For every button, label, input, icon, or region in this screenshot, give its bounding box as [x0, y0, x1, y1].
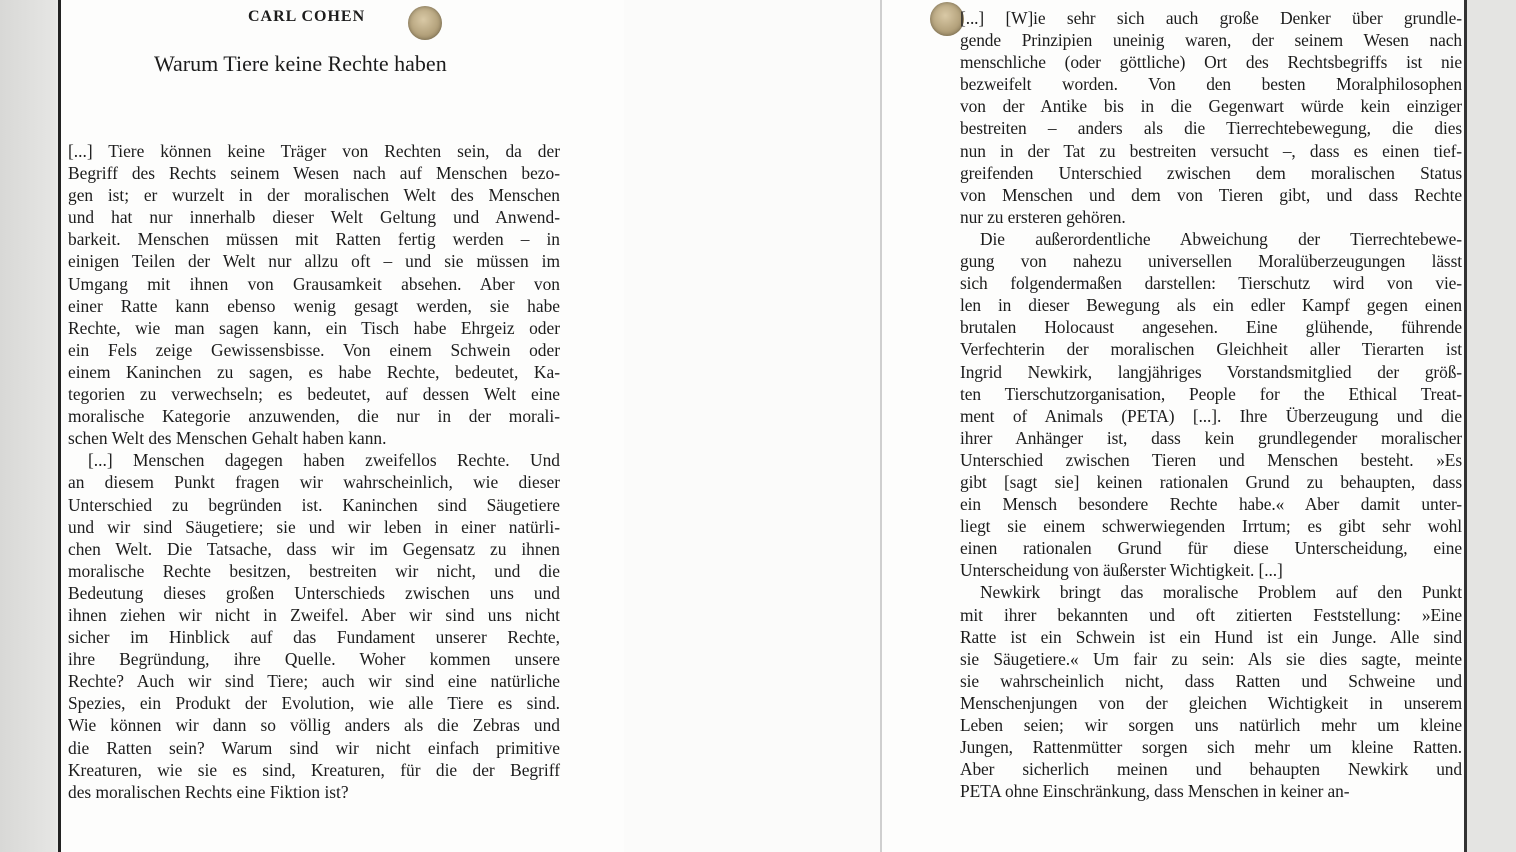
text-line: Ratte ist ein Schwein ist ein Hund ist ein Junge. Alle sind — [960, 626, 1462, 647]
text-line: Unterschied zu begründen ist. Kaninchen sind Säugetiere — [68, 494, 560, 515]
text-line: die Ratten sein? Warum sind wir nicht einfach primitive — [68, 737, 560, 758]
text-line: nun in der Tat zu bestreiten versucht –, dass es einen tief- — [960, 140, 1462, 161]
text-line: Verfechterin der moralischen Gleichheit aller Tierarten ist — [960, 339, 1462, 360]
text-line: Umgang mit ihnen von Grausamkeit absehen. Aber von — [68, 273, 560, 294]
text-line: len in dieser Bewegung als ein edler Kampf gegen einen — [960, 295, 1462, 316]
text-line: moralische Rechte besitzen, bestreiten wir nicht, und die — [68, 560, 560, 581]
text-line: Ingrid Newkirk, langjähriges Vorstandsmitglied der größ- — [960, 361, 1462, 382]
text-line: einigen Teilen der Welt nur allzu oft – und sie müssen im — [68, 251, 560, 272]
text-line: gibt [sagt sie] keinen rationalen Grund zu behaupten, dass — [960, 471, 1462, 492]
paragraph — [960, 581, 1462, 802]
punch-hole-right — [930, 2, 964, 36]
text-line: PETA ohne Einschränkung, dass Menschen in keiner an- — [960, 781, 1350, 802]
text-line: tegorien zu verwechseln; es bedeutet, auf dessen Welt eine — [68, 384, 560, 405]
text-line: Begriff des Rechts seinem Wesen nach auf Menschen bezo- — [68, 163, 560, 184]
author-name: CARL COHEN — [248, 8, 366, 25]
page-gutter — [624, 0, 882, 852]
text-line: Spezies, ein Produkt der Evolution, wie alle Tiere es sind. — [68, 693, 560, 714]
text-line: menschliche (oder göttliche) Ort des Rechtsbegriffs ist nie — [960, 52, 1462, 73]
text-line: Jungen, Rattenmütter sorgen sich mehr um kleine Ratten. — [960, 737, 1462, 758]
page-edge-right — [1466, 0, 1516, 852]
text-line: ein Mensch besondere Rechte habe.« Aber damit unter- — [960, 494, 1462, 515]
text-line: brutalen Holocaust angesehen. Eine glühende, führende — [960, 317, 1462, 338]
text-line: Wie können wir dann so völlig anders als die Zebras und — [68, 715, 560, 736]
paragraph — [960, 228, 1462, 582]
paragraph — [68, 449, 560, 803]
text-line: ten Tierschutzorganisation, People for the Ethical Treat- — [960, 383, 1462, 404]
text-line: moralische Kategorie anzuwenden, die nur in der morali- — [68, 406, 560, 427]
text-line: Rechte, wie man sagen kann, ein Tisch habe Ehrgeiz oder — [68, 317, 560, 338]
text-line: mit ihrer bekannten und oft zitierten Feststellung: »Eine — [960, 604, 1462, 625]
text-line: ihnen ziehen wir nicht in Zweifel. Aber wir sind uns nicht — [68, 604, 560, 625]
text-line: einem Kaninchen zu sagen, es habe Rechte, bedeutet, Ka- — [68, 361, 560, 382]
punch-hole-left — [408, 6, 442, 40]
text-line: des moralischen Rechts eine Fiktion ist? — [68, 781, 349, 802]
essay-title: Warum Tiere keine Rechte haben — [154, 51, 447, 76]
text-line: ment of Animals (PETA) [...]. Ihre Überzeugung und die — [960, 405, 1462, 426]
text-line: Aber sicherlich meinen und behaupten Newkirk und — [960, 759, 1462, 780]
text-line: Leben seien; wir sorgen uns natürlich mehr um kleine — [960, 715, 1462, 735]
text-line: Unterschied zwischen Tieren und Menschen besteht. »Es — [960, 449, 1462, 470]
text-line: und hat nur innerhalb dieser Welt Geltung und Anwend- — [68, 207, 560, 228]
paragraph — [68, 140, 560, 449]
text-line: bestreiten – anders als die Tierrechtebewegung, die dies — [960, 118, 1462, 139]
text-line: chen Welt. Die Tatsache, dass wir im Gegensatz zu ihnen — [68, 538, 560, 559]
text-line: [...] [W]ie sehr sich auch große Denker über grundle- — [960, 8, 1462, 28]
text-line: liegt sie einem schwerwiegenden Irrtum; es gibt sehr wohl — [960, 516, 1462, 537]
text-line: Die außerordentliche Abweichung der Tierrechtebewe- — [980, 228, 1462, 249]
text-line: an diesem Punkt fragen wir wahrscheinlich, wie dieser — [68, 472, 560, 493]
text-line: schen Welt des Menschen Gehalt haben kann. — [68, 428, 387, 449]
text-line: barkeit. Menschen müssen mit Ratten fertig werden – in — [68, 229, 560, 250]
text-line: einer Ratte kann ebenso wenig gesagt werden, sie habe — [68, 295, 560, 316]
text-line: [...] Menschen dagegen haben zweifellos Rechte. Und — [88, 450, 560, 471]
text-line: ihre Begründung, ihre Quelle. Woher kommen unsere — [68, 649, 560, 670]
text-line: einen rationalen Grund für diese Unterscheidung, eine — [960, 538, 1462, 559]
left-column-text — [68, 140, 560, 803]
text-line: sich folgendermaßen darstellen: Tierschutz wird von vie- — [960, 273, 1462, 294]
text-line: bezweifelt worden. Von den besten Moralphilosophen — [960, 74, 1462, 95]
text-line: von der Antike bis in die Gegenwart würde kein einziger — [960, 96, 1462, 117]
text-line: gung von nahezu universellen Moralüberzeugungen lässt — [960, 251, 1462, 272]
page-edge-left — [0, 0, 56, 852]
paragraph — [960, 7, 1462, 228]
right-column-text — [960, 7, 1462, 802]
text-line: [...] Tiere können keine Träger von Rechten sein, da der — [68, 141, 560, 161]
text-line: greifenden Unterschied zwischen dem moralischen Status — [960, 162, 1462, 183]
text-line: Unterscheidung von äußerster Wichtigkeit. [...] — [960, 560, 1283, 581]
text-line: Rechte? Auch wir sind Tiere; auch wir sind eine natürliche — [68, 671, 560, 692]
text-line: Menschenjungen von der gleichen Wichtigkeit in unserem — [960, 692, 1462, 713]
text-line: sicher im Hinblick auf das Fundament unserer Rechte, — [68, 627, 560, 648]
text-line: gende Prinzipien uneinig waren, der seinem Wesen nach — [960, 30, 1462, 51]
text-line: sie wahrscheinlich nicht, dass Ratten und Schweine und — [960, 670, 1462, 691]
text-line: Newkirk bringt das moralische Problem auf den Punkt — [980, 582, 1462, 603]
text-line: nur zu ersteren gehören. — [960, 206, 1126, 227]
text-line: gen ist; er wurzelt in der moralischen Welt des Menschen — [68, 185, 560, 206]
text-line: ein Fels zeige Gewissensbisse. Von einem Schwein oder — [68, 339, 560, 360]
text-line: Bedeutung dieses großen Unterschieds zwischen uns und — [68, 582, 560, 603]
text-line: ihrer Anhänger ist, dass kein grundlegender moralischer — [960, 427, 1462, 448]
text-line: sie Säugetiere.« Um fair zu sein: Als sie dies sagte, meinte — [960, 648, 1462, 669]
text-line: Kreaturen, wie sie es sind, Kreaturen, für die der Begriff — [68, 759, 560, 780]
text-line: und wir sind Säugetiere; sie und wir leben in einer natürli- — [68, 516, 560, 537]
text-line: von Menschen und dem von Tieren gibt, und dass Rechte — [960, 184, 1462, 205]
